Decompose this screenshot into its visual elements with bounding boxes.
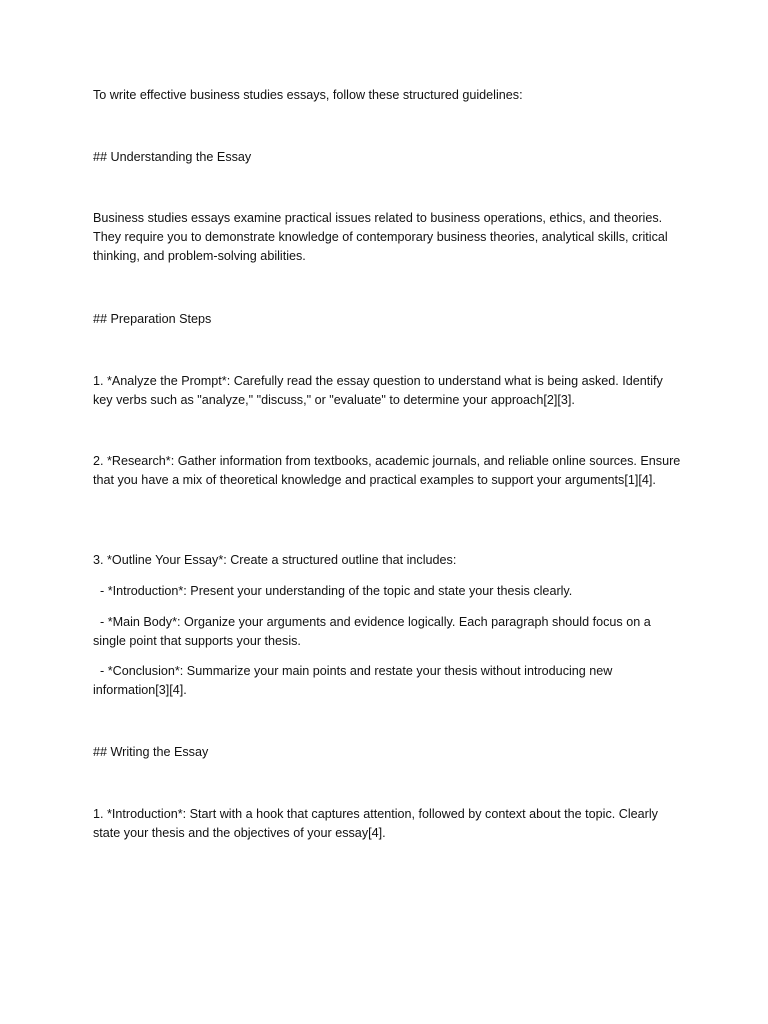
outline-item-conclusion: - *Conclusion*: Summarize your main points and restate your thesis without introducing new information[3][4]. <box>93 664 616 697</box>
heading-preparation-steps: ## Preparation Steps <box>93 312 212 326</box>
intro-paragraph: To write effective business studies essays, follow these structured guidelines: <box>93 88 523 102</box>
writing-step-introduction: 1. *Introduction*: Start with a hook that captures attention, followed by context about the topic. Clearly state your thesis and the objectives of your essay[4]. <box>93 807 658 840</box>
heading-understanding-the-essay: ## Understanding the Essay <box>93 150 252 164</box>
outline-item-main-body: - *Main Body*: Organize your arguments and evidence logically. Each paragraph should focus on a single point that supports your thesis. <box>93 615 655 648</box>
heading-writing-the-essay: ## Writing the Essay <box>93 745 209 759</box>
step-analyze-the-prompt: 1. *Analyze the Prompt*: Carefully read the essay question to understand what is being asked. Identify key verbs such as "analyze," "discuss," or "evaluate" to determine your approach[2][3]. <box>93 374 663 407</box>
understanding-paragraph: Business studies essays examine practical issues related to business operations, ethics, and theories. They require you to demonstrate knowledge of contemporary business theories, analytical skills, critical thinking, and problem-solving abilities. <box>93 211 668 263</box>
step-research: 2. *Research*: Gather information from textbooks, academic journals, and reliable online sources. Ensure that you have a mix of theoretical knowledge and practical examples to support your arguments[1][4]. <box>93 454 681 487</box>
outline-item-introduction: - *Introduction*: Present your understanding of the topic and state your thesis clearly. <box>93 584 573 598</box>
step-outline-your-essay: 3. *Outline Your Essay*: Create a structured outline that includes: <box>93 553 457 567</box>
